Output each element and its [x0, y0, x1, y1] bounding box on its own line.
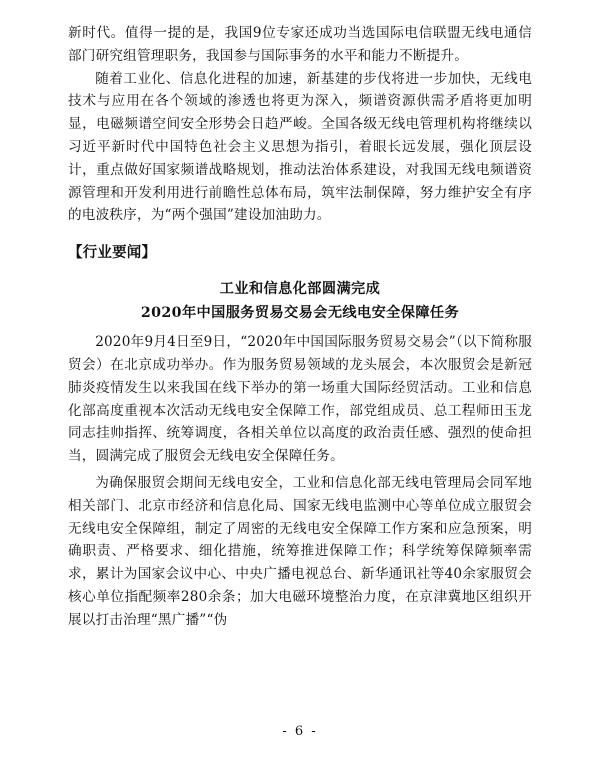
article-paragraph-2: 为确保服贸会期间无线电安全，工业和信息化部无线电管理局会同军地相关部门、北京市经济和信息化局、国家无线电监测中心等单位成立服贸会无线电安全保障组，制定了周密的无线电安全保障工作方案和应急预案，明确职责、严格要求、细化措施，统筹推进保障工作；科学统筹保障频率需求，累计为国家会议中心、中央广播电视总台、新华通讯社等40余家服贸会核心单位指配频率280余条；加大电磁环境整治力度，在京津冀地区组织开展以打击治理“黑广播”“伪 [68, 474, 532, 628]
document-body [68, 22, 532, 632]
article-paragraph-1: 2020年9月4日至9日，“2020年中国国际服务贸易交易会”（以下简称服贸会）在北京成功举办。作为服务贸易领域的龙头展会，本次服贸会是新冠肺炎疫情发生以来我国在线下举办的第一场重大国际经贸活动。工业和信息化部高度重视本次活动无线电安全保障工作，部党组成员、总工程师田玉龙同志挂帅指挥、统筹调度，各相关单位以高度的政治责任感、强烈的使命担当，圆满完成了服贸会无线电安全保障任务。 [68, 334, 532, 465]
article-title-line-1: 工业和信息化部圆满完成 [219, 281, 381, 298]
section-tag-industry-news: 【行业要闻】 [68, 244, 157, 262]
paragraph-continuation: 新时代。值得一提的是，我国9位专家还成功当选国际电信联盟无线电通信部门研究组管理职务，我国参与国际事务的水平和能力不断提升。 [68, 25, 532, 64]
paragraph-outlook: 随着工业化、信息化进程的加速，新基建的步伐将进一步加快，无线电技术与应用在各个领域的渗透也将更为深入，频谱资源供需矛盾将更加明显，电磁频谱空间安全形势会日趋严峻。全国各级无线电管理机构将继续以习近平新时代中国特色社会主义思想为指引，着眼长远发展，强化顶层设计，重点做好国家频谱战略规划，推动法治体系建设，对我国无线电频谱资源管理和开发利用进行前瞻性总体布局，筑牢法制保障，努力维护安全有序的电波秩序，为“两个强国”建设加油助力。 [68, 70, 532, 224]
article-title-line-2: 2020年中国服务贸易交易会无线电安全保障任务 [140, 305, 460, 322]
page-number: - 6 - [282, 724, 318, 739]
